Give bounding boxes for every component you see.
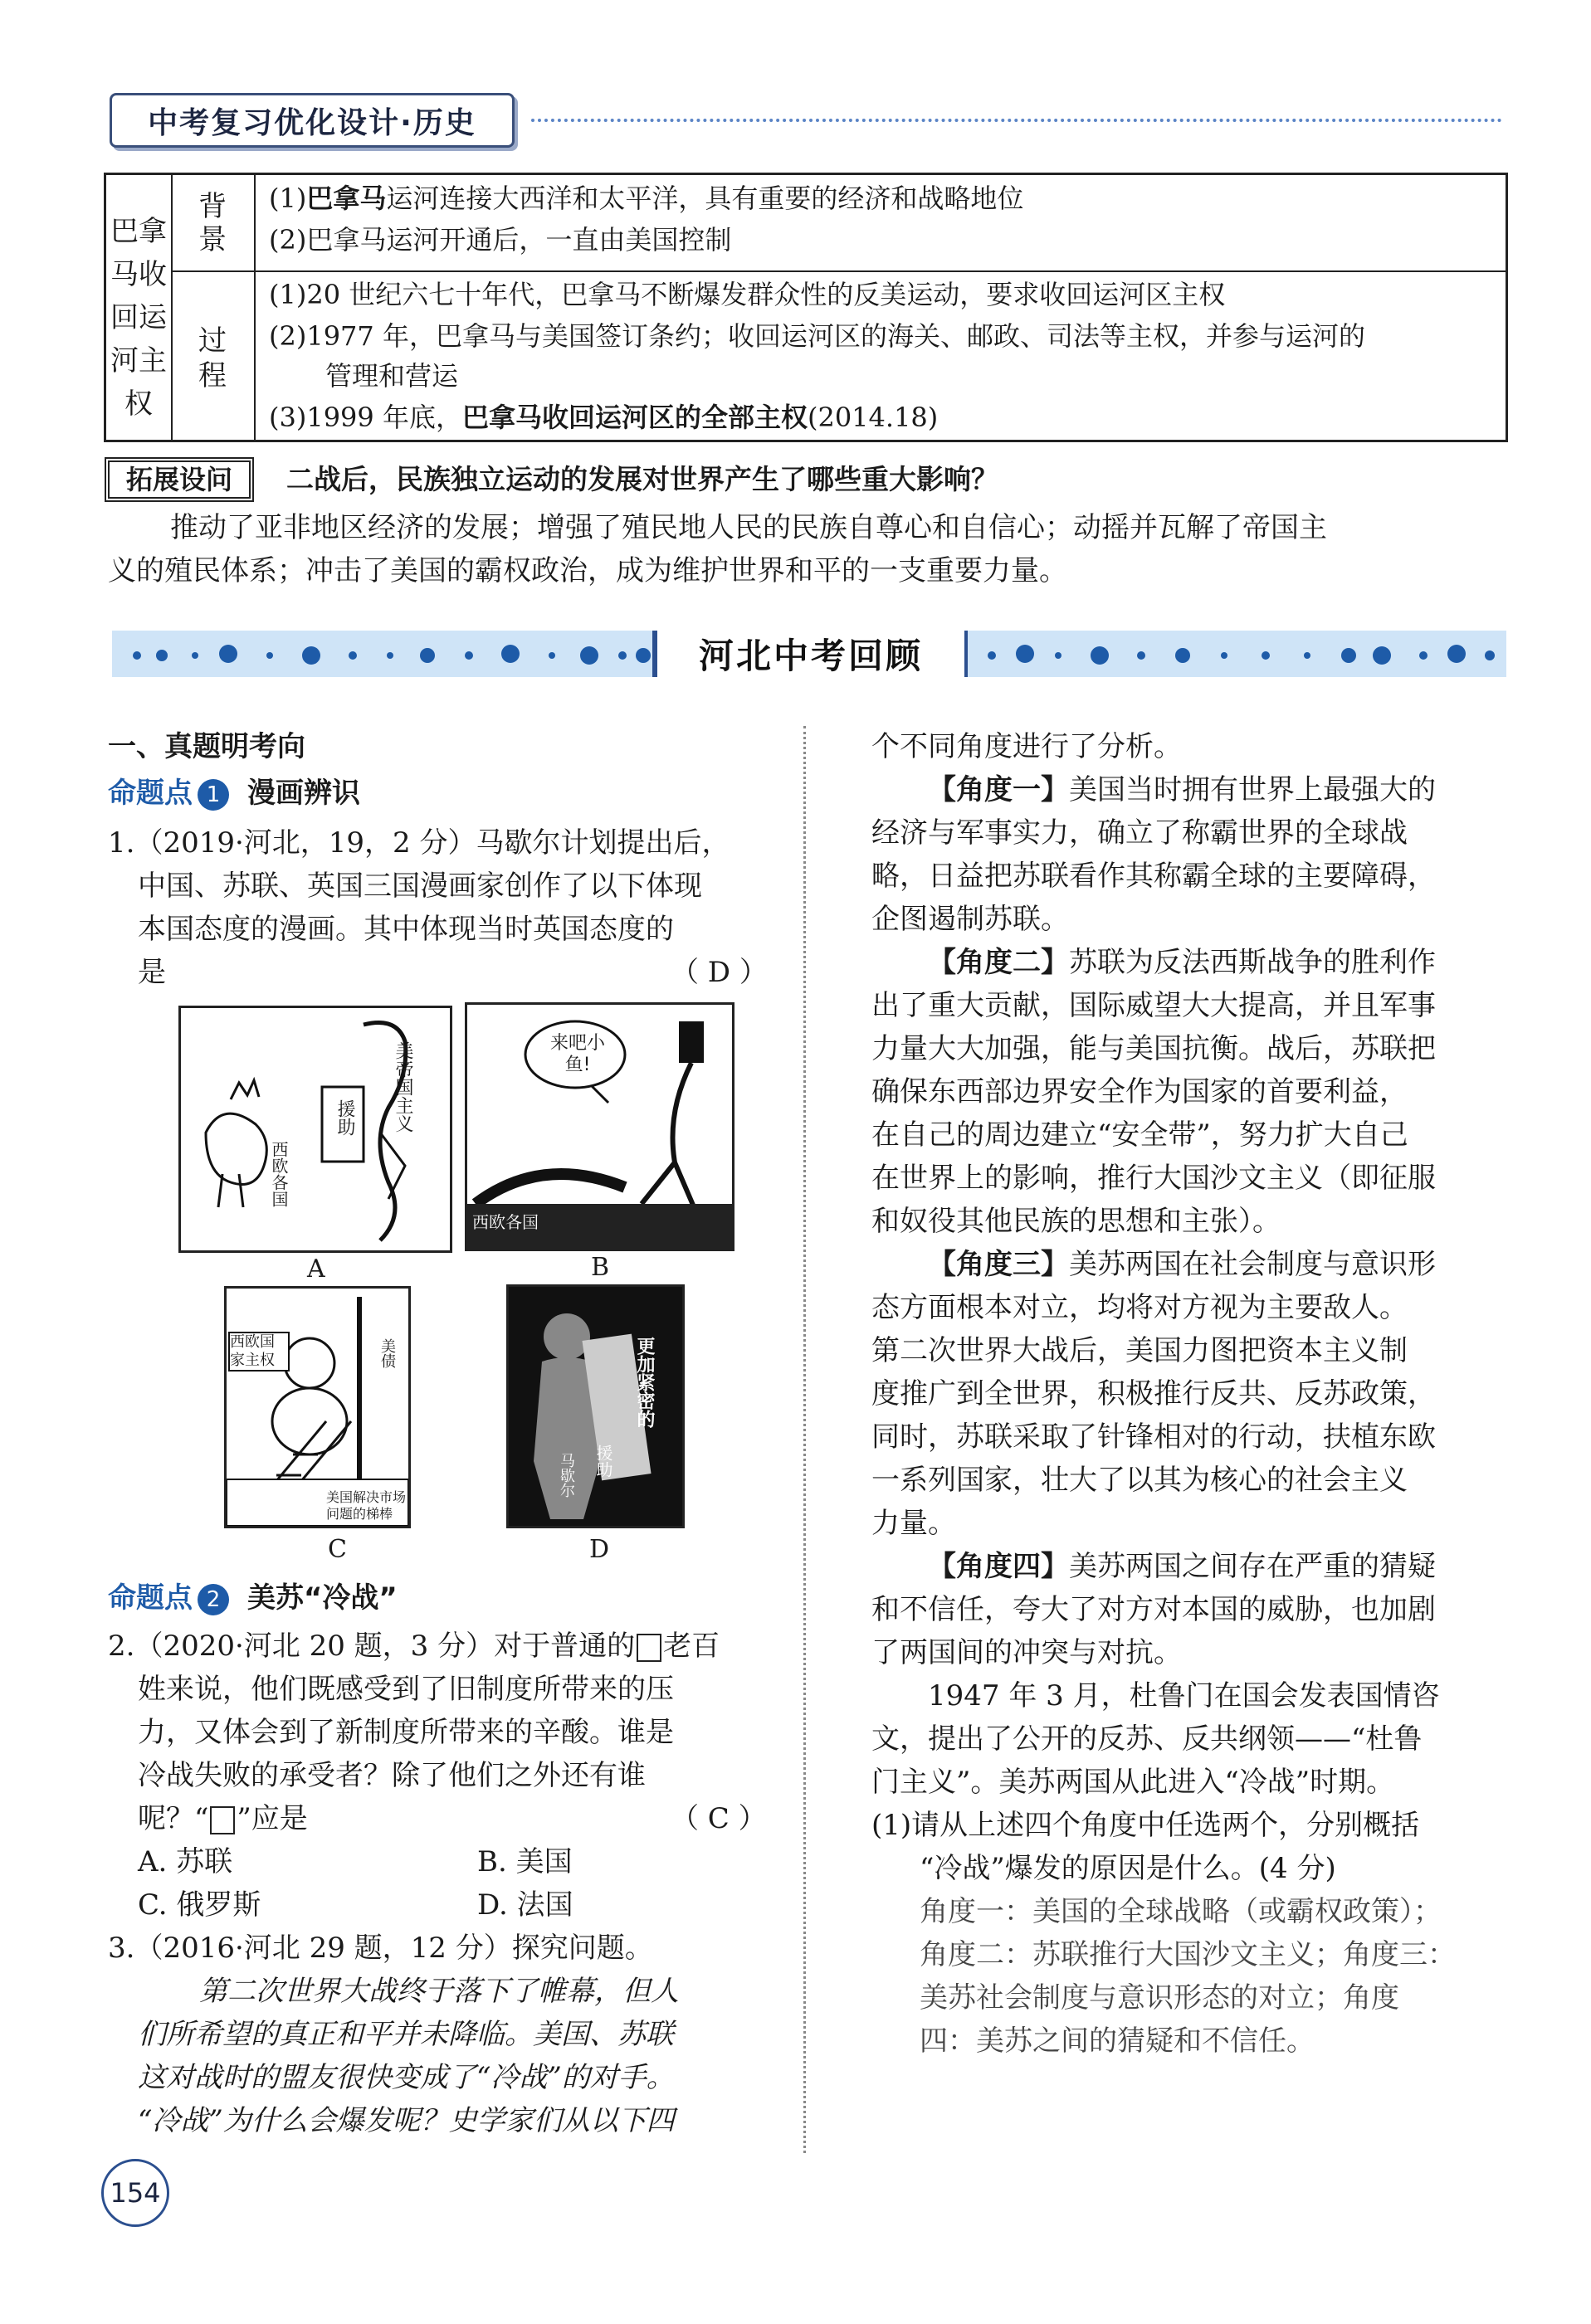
blank-box (210, 1806, 235, 1834)
angle3-line: 态方面根本对立，均将对方视为主要敌人。 (871, 1291, 1408, 1324)
q3-answer-line: 美苏社会制度与意识形态的对立；角度 (920, 1981, 1399, 2015)
cartoon-d-label: 更加紧密的 (634, 1337, 655, 1428)
process-line-3: 管理和营运 (325, 360, 459, 392)
angle2-line: 在世界上的影响，推行大国沙文主义（即征服 (871, 1162, 1436, 1195)
extension-answer-line: 推动了亚非地区经济的发展；增强了殖民地人民的民族自尊心和自信心；动摇并瓦解了帝国主 (170, 511, 1327, 544)
row-header-line: 权 (124, 387, 153, 421)
angle4-line: 了两国间的冲突与对抗。 (871, 1636, 1182, 1669)
q1-line: 本国态度的漫画。其中体现当时英国态度的 (138, 913, 674, 946)
angle3-line: 一系列国家，壮大了以其为核心的社会主义 (871, 1464, 1408, 1497)
q2-option: C. 俄罗斯 (138, 1888, 261, 1922)
process-line-1: (1)20 世纪六七十年代，巴拿马不断爆发群众性的反美运动，要求收回运河区主权 (269, 279, 1226, 310)
angle2-line: 【角度二】苏联为反法西斯战争的胜利作 (928, 946, 1436, 979)
cartoon-c-label: 西欧国家主权 (228, 1332, 290, 1372)
page-number: 154 (101, 2159, 169, 2227)
extension-question: 二战后，民族独立运动的发展对世界产生了哪些重大影响？ (286, 463, 998, 495)
cartoon-a-label: 西欧各国 (269, 1141, 289, 1207)
cartoon-d-label: 马歇尔 (558, 1453, 575, 1498)
truman-line: 1947 年 3 月，杜鲁门在国会发表国情咨 (928, 1679, 1440, 1713)
q2-line: 姓来说，他们既感受到了旧制度所带来的压 (138, 1673, 674, 1706)
row-header-line: 回运 (110, 301, 167, 334)
section-heading: 一、真题明考向 (108, 730, 305, 763)
table-row-header-cell (106, 175, 173, 440)
q3-line: 这对战时的盟友很快变成了“冷战”的对手。 (138, 2061, 675, 2094)
banner-title-box (657, 621, 964, 687)
angle1-line: 略，日益把苏联看作其称霸全球的主要障碍， (871, 860, 1436, 893)
cartoon-d-caption: D (589, 1535, 610, 1564)
angle3-line: 第二次世界大战后，美国力图把资本主义制 (871, 1334, 1408, 1367)
q3-line: 3.（2016·河北 29 题，12 分）探究问题。 (108, 1932, 653, 1965)
row-header-line: 河主 (110, 344, 167, 378)
angle3-line: 【角度三】美苏两国在社会制度与意识形 (928, 1248, 1436, 1281)
cartoon-b-caption: B (591, 1253, 610, 1282)
cartoon-c-caption: C (328, 1535, 347, 1564)
angle2-line: 力量大大加强，能与美国抗衡。战后，苏联把 (871, 1032, 1436, 1065)
angle1-line: 企图遏制苏联。 (871, 903, 1069, 936)
extension-answer-line: 义的殖民体系；冲击了美国的霸权政治，成为维护世界和平的一支重要力量。 (108, 554, 1067, 587)
angle2-line: 和奴役其他民族的思想和主张）。 (871, 1205, 1281, 1238)
q2-option: A. 苏联 (138, 1845, 233, 1878)
cartoon-d-label: 援助 (593, 1445, 613, 1478)
cartoon-b (465, 1002, 734, 1251)
label-process: 程 (198, 359, 227, 392)
point1-heading: 命题点 1 漫画辨识 (108, 777, 360, 810)
q2-line: 2.（2020·河北 20 题，3 分）对于普通的 老百 (108, 1630, 720, 1663)
cartoon-c-label: 美国解决市场问题的梯棒 (326, 1489, 407, 1522)
background-line-2: (2)巴拿马运河开通后，一直由美国控制 (269, 224, 732, 256)
blank-box (637, 1634, 661, 1662)
cartoon-b-label: 美国 (676, 1104, 696, 1141)
q1-line: 中国、苏联、英国三国漫画家创作了以下体现 (138, 870, 702, 903)
angle2-line: 确保东西部边界安全作为国家的首要利益， (871, 1075, 1408, 1108)
header-dotted-rule (531, 119, 1502, 127)
process-line-2: (2)1977 年，巴拿马与美国签订条约；收回运河区的海关、邮政、司法等主权，并参与运河的 (269, 320, 1365, 352)
cartoon-a-label: 援助 (334, 1099, 355, 1136)
label-background: 景 (198, 223, 227, 256)
table-label-column (171, 175, 256, 440)
q1-line: 是 (138, 956, 166, 989)
q3-answer-line: 四：美苏之间的猜疑和不信任。 (920, 2024, 1315, 2058)
q3-line: “冷战”为什么会爆发呢？史学家们从以下四 (138, 2104, 675, 2137)
q1-line: 1.（2019·河北，19，2 分）马歇尔计划提出后， (108, 826, 730, 860)
q3-sub-question: (1)请从上述四个角度中任选两个，分别概括 (871, 1809, 1420, 1842)
q2-line: 力，又体会到了新制度所带来的辛酸。谁是 (138, 1716, 674, 1749)
cartoon-a-label: 美帝国主义 (393, 1041, 413, 1133)
right-line: 个不同角度进行了分析。 (871, 730, 1182, 763)
truman-line: 文，提出了公开的反苏、反共纲领——“杜鲁 (871, 1722, 1423, 1756)
q3-answer-line: 角度一：美国的全球战略（或霸权政策）； (920, 1895, 1442, 1928)
header-title: 中考复习优化设计·历史 (148, 105, 476, 140)
label-background: 背 (198, 190, 227, 223)
angle2-line: 出了重大贡献，国际威望大大提高，并且军事 (871, 989, 1436, 1022)
angle3-line: 力量。 (871, 1507, 956, 1540)
q2-line: 呢？“ ”应是 (138, 1802, 308, 1835)
cartoon-c-label: 美债 (378, 1338, 396, 1368)
angle3-line: 度推广到全世界，积极推行反共、反苏政策， (871, 1377, 1436, 1410)
cartoon-b-bubble: 来吧小鱼! (549, 1033, 605, 1075)
background-line-1: (1)巴拿马运河连接大西洋和太平洋，具有重要的经济和战略地位 (269, 183, 1024, 214)
cartoon-d (506, 1284, 685, 1528)
panama-table (104, 173, 1508, 442)
angle1-line: 【角度一】美国当时拥有世界上最强大的 (928, 773, 1436, 806)
banner-title: 河北中考回顾 (698, 636, 923, 676)
cartoon-b-label: 西欧各国 (472, 1212, 539, 1232)
column-divider (803, 726, 806, 2153)
extension-tag: 拓展设问 (108, 460, 251, 499)
q2-option: D. 法国 (477, 1888, 573, 1922)
row-header-line: 马收 (110, 258, 167, 291)
row-header-line: 巴拿 (110, 215, 167, 248)
q2-option: B. 美国 (477, 1845, 573, 1878)
angle1-line: 经济与军事实力，确立了称霸世界的全球战 (871, 816, 1408, 850)
angle3-line: 同时，苏联采取了针锋相对的行动，扶植东欧 (871, 1420, 1436, 1454)
q3-line: 们所希望的真正和平并未降临。美国、苏联 (138, 2018, 674, 2051)
cartoon-a-caption: A (307, 1255, 325, 1284)
angle4-line: 和不信任，夸大了对方对本国的威胁，也加剧 (871, 1593, 1436, 1626)
process-line-4: (3)1999 年底，巴拿马收回运河区的全部主权(2014.18) (269, 402, 939, 433)
header-title-box (110, 93, 515, 148)
q2-line: 冷战失败的承受者？除了他们之外还有谁 (138, 1759, 646, 1792)
q1-answer: （ D ） (671, 956, 768, 989)
angle4-line: 【角度四】美苏两国之间存在严重的猜疑 (928, 1550, 1436, 1583)
cartoon-a (178, 1006, 452, 1253)
truman-line: 门主义”。美苏两国从此进入“冷战”时期。 (871, 1766, 1395, 1799)
q3-sub-question: “冷战”爆发的原因是什么。(4 分) (920, 1852, 1336, 1885)
cartoon-c (224, 1286, 411, 1528)
q2-answer: （ C ） (671, 1802, 767, 1835)
q3-line: 第二次世界大战终于落下了帷幕，但人 (199, 1975, 679, 2008)
point2-heading: 命题点 2 美苏“冷战” (108, 1581, 398, 1615)
q3-answer-line: 角度二：苏联推行大国沙文主义；角度三： (920, 1938, 1456, 1971)
label-process: 过 (198, 324, 227, 358)
angle2-line: 在自己的周边建立“安全带”，努力扩大自己 (871, 1118, 1408, 1152)
